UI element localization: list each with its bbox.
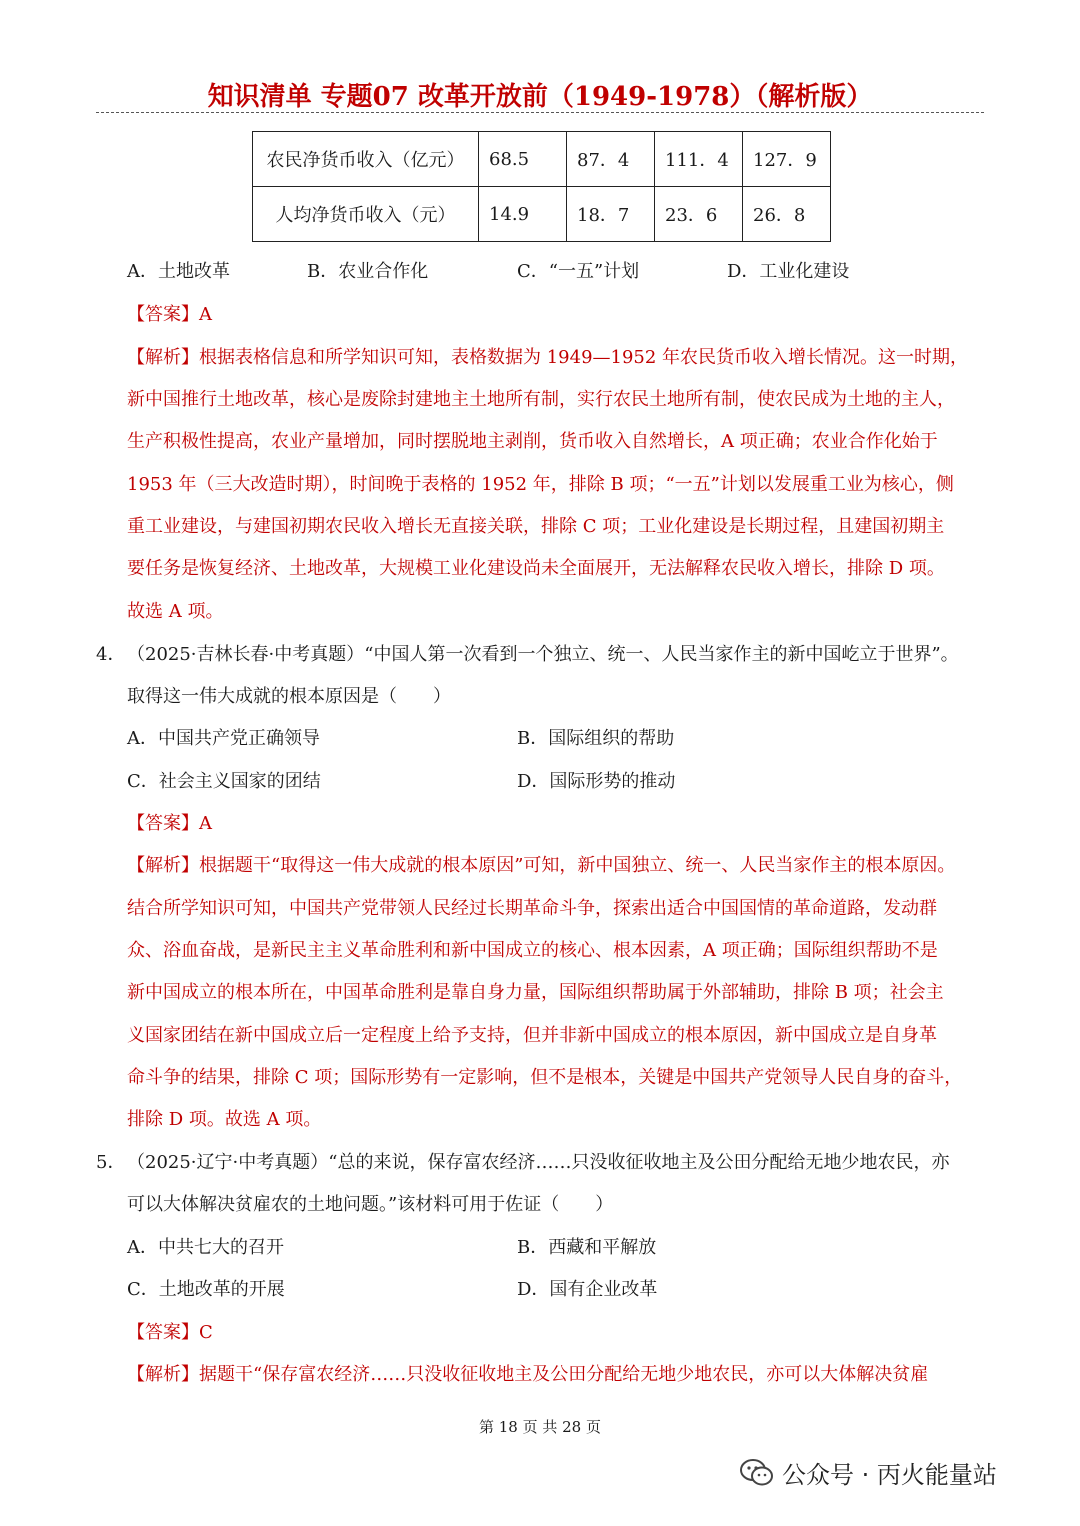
q4-analysis-line: 新中国成立的根本所在，中国革命胜利是靠自身力量，国际组织帮助属于外部辅助，排除 B 项；社会主 [127,982,944,1003]
table-cell: 68.5 [479,132,567,187]
q3-analysis-line: 故选 A 项。 [127,601,224,622]
q4-option-c: C．社会主义国家的团结 [127,771,321,792]
table-cell: 农民净货币收入（亿元） [253,132,479,187]
q4-option-b: B．国际组织的帮助 [517,728,675,749]
q3-option-d: D．工业化建设 [727,261,850,282]
q4-option-a: A．中国共产党正确领导 [127,728,320,749]
q4-number: 4． [96,644,126,665]
header-divider [96,112,984,113]
page-number: 第 18 页 共 28 页 [478,1418,601,1436]
watermark [740,1455,997,1493]
q5-answer: 【答案】C [127,1322,213,1343]
table-cell: 127．9 [743,132,831,187]
q3-analysis-line: 新中国推行土地改革，核心是废除封建地主土地所有制，实行农民土地所有制，使农民成为土地的主人， [127,389,955,410]
q5-stem-line: 可以大体解决贫雇农的土地问题。”该材料可用于佐证（ ） [127,1194,614,1215]
table-cell: 87．4 [567,132,655,187]
table-cell: 18．7 [567,187,655,242]
q5-option-c: C．土地改革的开展 [127,1279,285,1300]
table-row [253,187,831,242]
table-cell: 26．8 [743,187,831,242]
q5-analysis-line: 【解析】据题干“保存富农经济……只没收征收地主及公田分配给无地少地农民，亦可以大体解决贫雇 [127,1364,929,1385]
watermark-text: 公众号 · 丙火能量站 [782,1461,997,1489]
q4-option-d: D．国际形势的推动 [517,771,676,792]
q5-stem-line: （2025·辽宁·中考真题）“总的来说，保存富农经济……只没收征收地主及公田分配给无地少地农民，亦 [127,1152,950,1173]
q3-answer: 【答案】A [127,304,212,325]
q3-option-b: B．农业合作化 [307,261,429,282]
table-cell: 人均净货币收入（元） [253,187,479,242]
q5-option-a: A．中共七大的召开 [127,1237,284,1258]
table-cell: 111．4 [655,132,743,187]
q4-analysis-line: 【解析】根据题干“取得这一伟大成就的根本原因”可知，新中国独立、统一、人民当家作主的根本原因。 [127,855,956,876]
q3-option-a: A．土地改革 [127,261,230,282]
q3-analysis-line: 【解析】根据表格信息和所学知识可知，表格数据为 1949—1952 年农民货币收入增长情况。这一时期， [127,347,969,368]
q5-option-b: B．西藏和平解放 [517,1237,657,1258]
q3-option-c: C．“一五”计划 [517,261,640,282]
q4-analysis-line: 结合所学知识可知，中国共产党带领人民经过长期革命斗争，探索出适合中国国情的革命道路，发动群 [127,898,937,919]
table-cell: 14.9 [479,187,567,242]
q4-stem-line: （2025·吉林长春·中考真题）“中国人第一次看到一个独立、统一、人民当家作主的新中国屹立于世界”。 [127,644,959,665]
q4-stem-line: 取得这一伟大成就的根本原因是（ ） [127,686,451,707]
q4-answer: 【答案】A [127,813,212,834]
page-title: 知识清单 专题07 改革开放前（1949-1978）（解析版） [207,82,873,112]
q4-analysis-line: 命斗争的结果，排除 C 项；国际形势有一定影响，但不是根本，关键是中国共产党领导人民自身的奋斗， [127,1067,963,1088]
wechat-icon [740,1459,774,1493]
q5-option-d: D．国有企业改革 [517,1279,658,1300]
income-table [252,131,831,242]
q3-analysis-line: 重工业建设，与建国初期农民收入增长无直接关联，排除 C 项；工业化建设是长期过程，且建国初期主 [127,516,945,537]
q3-analysis-line: 1953 年（三大改造时期），时间晚于表格的 1952 年，排除 B 项；“一五”计划以发展重工业为核心，侧 [127,474,954,495]
table-cell: 23．6 [655,187,743,242]
q3-analysis-line: 要任务是恢复经济、土地改革，大规模工业化建设尚未全面展开，无法解释农民收入增长，排除 D 项。 [127,558,945,579]
q4-analysis-line: 排除 D 项。故选 A 项。 [127,1109,322,1130]
q5-number: 5． [96,1152,126,1173]
table-row [253,132,831,187]
q4-analysis-line: 义国家团结在新中国成立后一定程度上给予支持，但并非新中国成立的根本原因，新中国成立是自身革 [127,1025,937,1046]
q4-analysis-line: 众、浴血奋战，是新民主主义革命胜利和新中国成立的核心、根本因素，A 项正确；国际组织帮助不是 [127,940,938,961]
q3-analysis-line: 生产积极性提高，农业产量增加，同时摆脱地主剥削，货币收入自然增长，A 项正确；农业合作化始于 [127,431,938,452]
